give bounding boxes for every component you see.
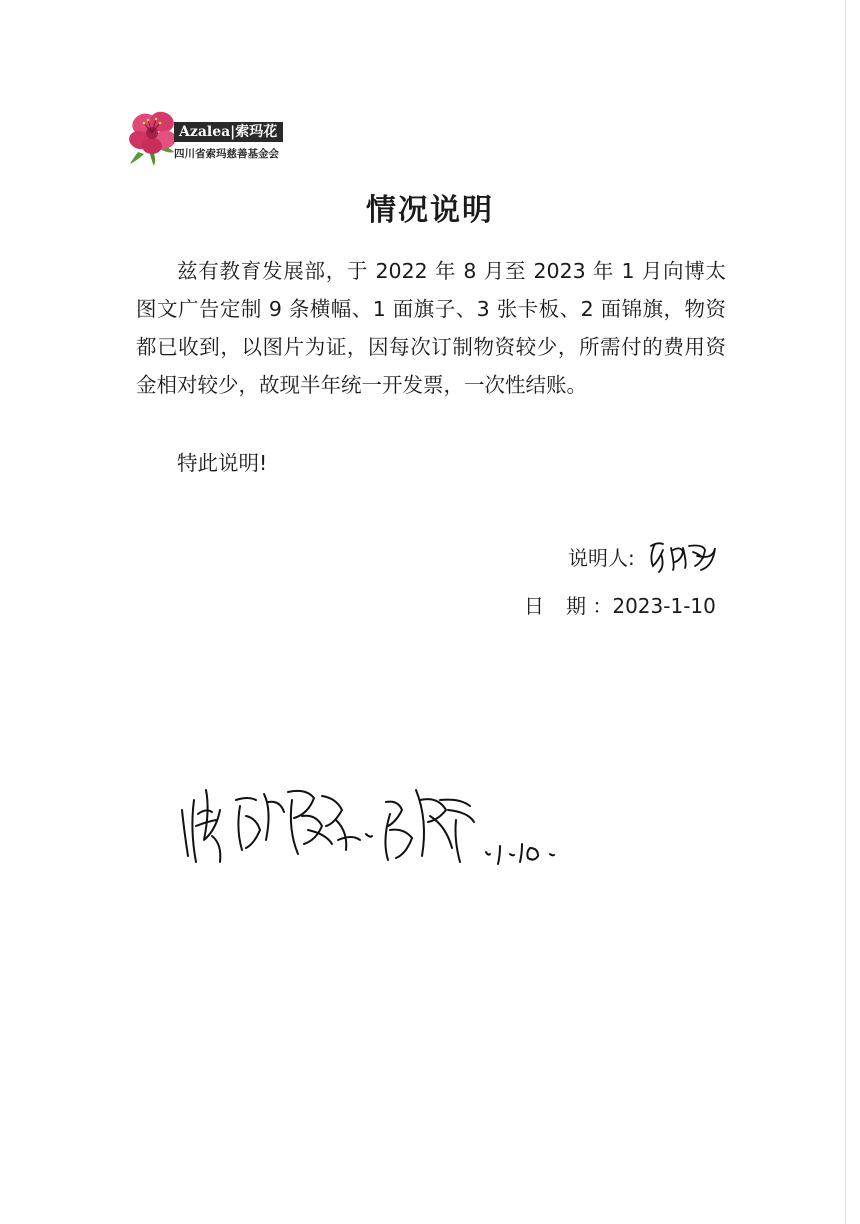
date-value: ：2023-1-10 (592, 594, 716, 618)
signatory-label: 说明人: (568, 545, 635, 570)
date-label-period: 期 (566, 594, 586, 618)
document-body: 兹有教育发展部，于 2022 年 8 月至 2023 年 1 月向博太图文广告定制 9 条横幅、1 面旗子、3 张卡板、2 面锦旗，物资都已收到，以图片为证，因每次订制物资较少，所需付的费用资金相对较少，故现半年统一开发票，一次性结账。 (136, 259, 726, 397)
logo-organization-name: 四川省索玛慈善基金会 (174, 148, 279, 160)
signatory-row (568, 536, 723, 576)
foundation-logo (128, 108, 288, 166)
document-closing: 特此说明! (177, 451, 268, 475)
document-title: 情况说明 (366, 193, 494, 228)
date-label-day: 日 (524, 594, 544, 618)
handwritten-approval-signature (176, 770, 566, 880)
handwritten-approval-note (176, 770, 566, 884)
date-row (524, 590, 716, 619)
logo-brand-name: Azalea|索玛花 (174, 122, 283, 142)
handwritten-signature-icon (643, 536, 723, 576)
azalea-flower-icon (128, 108, 180, 166)
page-edge (845, 0, 846, 1224)
